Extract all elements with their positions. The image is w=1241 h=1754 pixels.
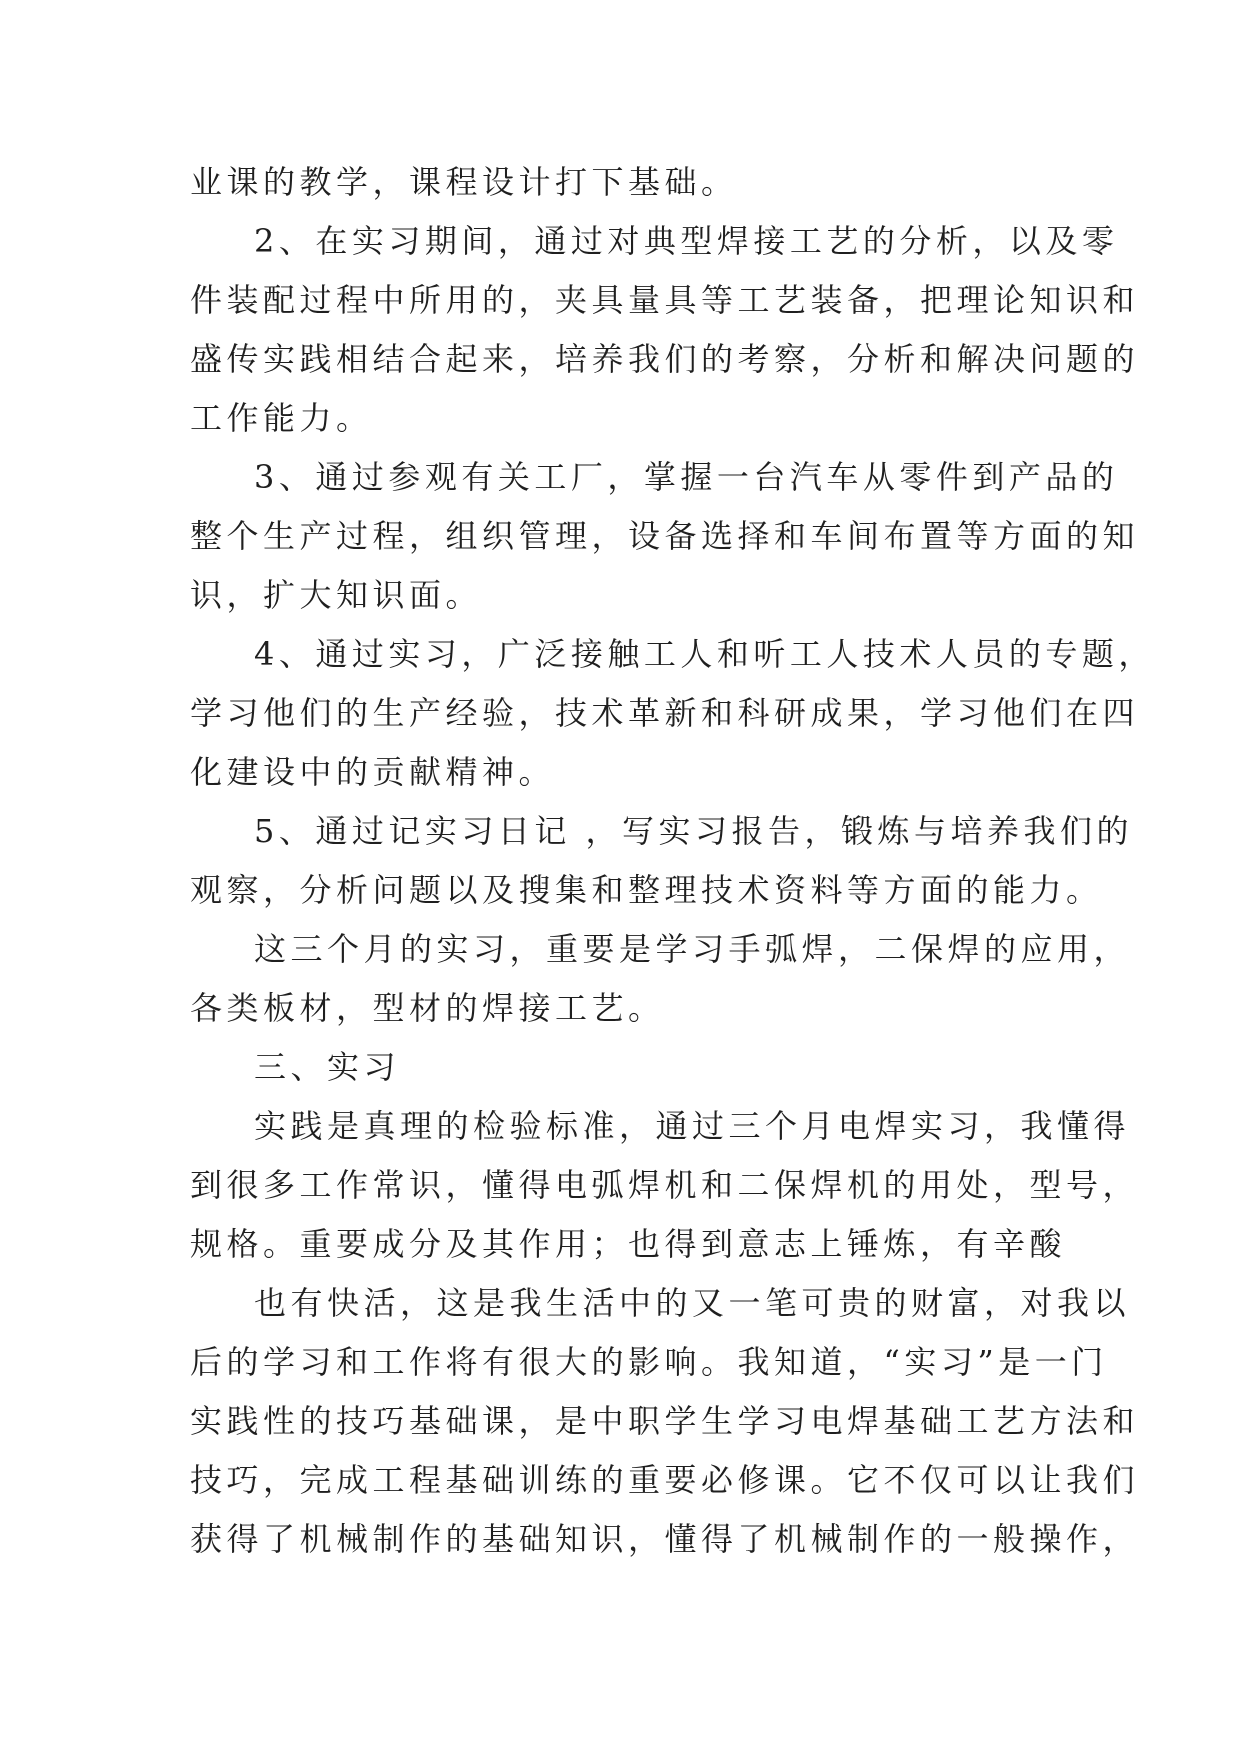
text-line: 盛传实践相结合起来，培养我们的考察，分析和解决问题的 — [190, 340, 1140, 378]
paragraph-first-line: 3、通过参观有关工厂，掌握一台汽车从零件到产品的 — [254, 458, 1119, 496]
paragraph-first-line: 4、通过实习，广泛接触工人和听工人技术人员的专题， — [254, 635, 1155, 673]
text-line: 化建设中的贡献精神。 — [190, 753, 556, 791]
text-line: 学习他们的生产经验，技术革新和科研成果，学习他们在四 — [190, 694, 1140, 732]
paragraph-first-line: 这三个月的实习，重要是学习手弧焊，二保焊的应用， — [254, 930, 1131, 968]
text-line: 技巧，完成工程基础训练的重要必修课。它不仅可以让我们 — [190, 1461, 1140, 1499]
text-line: 获得了机械制作的基础知识，懂得了机械制作的一般操作， — [190, 1520, 1140, 1558]
paragraph-first-line: 2、在实习期间，通过对典型焊接工艺的分析，以及零 — [254, 222, 1119, 260]
section-heading: 三、实习 — [254, 1048, 401, 1086]
paragraph-first-line: 也有快活，这是我生活中的又一笔可贵的财富，对我以 — [254, 1284, 1131, 1322]
paragraph-first-line: 5、通过记实习日记 ，写实习报告，锻炼与培养我们的 — [254, 812, 1134, 850]
text-line: 后的学习和工作将有很大的影响。我知道，“实习”是一门 — [190, 1343, 1108, 1381]
text-line: 各类板材，型材的焊接工艺。 — [190, 989, 665, 1027]
paragraph-first-line: 实践是真理的检验标准，通过三个月电焊实习，我懂得 — [254, 1107, 1131, 1145]
text-line: 到很多工作常识，懂得电弧焊机和二保焊机的用处，型号， — [190, 1166, 1140, 1204]
text-line: 件装配过程中所用的，夹具量具等工艺装备，把理论知识和 — [190, 281, 1140, 319]
text-line: 规格。重要成分及其作用；也得到意志上锤炼，有辛酸 — [190, 1225, 1067, 1263]
text-line: 业课的教学，课程设计打下基础。 — [190, 163, 738, 201]
text-line: 整个生产过程，组织管理，设备选择和车间布置等方面的知 — [190, 517, 1140, 555]
text-line: 实践性的技巧基础课，是中职学生学习电焊基础工艺方法和 — [190, 1402, 1140, 1440]
text-line: 工作能力。 — [190, 399, 373, 437]
text-line: 观察，分析问题以及搜集和整理技术资料等方面的能力。 — [190, 871, 1103, 909]
text-line: 识，扩大知识面。 — [190, 576, 483, 614]
